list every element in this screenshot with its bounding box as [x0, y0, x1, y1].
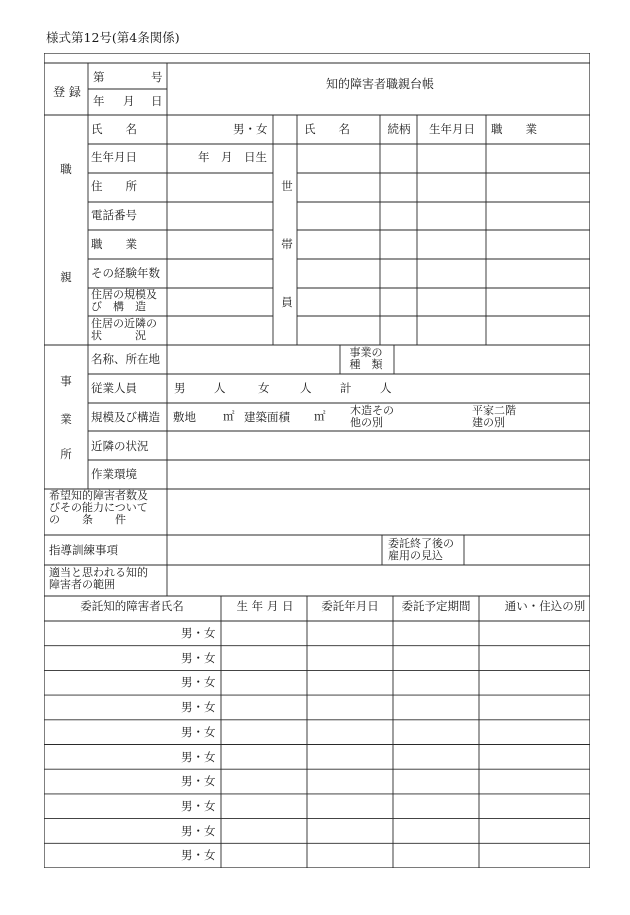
staff-female-label: 女	[258, 381, 270, 395]
gou-label: 号	[151, 70, 163, 84]
site-unit: ㎡	[223, 409, 235, 423]
dai-label: 第	[93, 70, 105, 84]
itaku-date-header: 委託年月日	[321, 599, 379, 613]
itaku-name-header: 委託知的障害者氏名	[80, 599, 184, 613]
jigyo-neighborhood-label: 近隣の状況	[91, 439, 149, 453]
wooden-label: 木造その 他の別	[350, 404, 394, 429]
after-employment-label: 委託終了後の 雇用の見込	[388, 537, 454, 562]
jigyo-environment-label: 作業環境	[91, 467, 137, 481]
shokuoya-label-1: 職	[60, 162, 72, 176]
setai-relation-header: 続柄	[387, 122, 411, 136]
staff-male-label: 男	[174, 381, 186, 395]
oya-experience-label: その経験年数	[91, 266, 160, 280]
tekitou-label: 適当と思われる知的 障害者の範囲	[49, 566, 148, 591]
building-area-label: 建築面積	[244, 410, 290, 424]
itaku-row-gender: 男・女	[181, 675, 216, 690]
nen-label: 年	[93, 94, 105, 108]
itaku-commute-header: 通い・住込の別	[504, 599, 586, 613]
setai-birth-header: 生年月日	[429, 122, 475, 136]
oya-birth-label: 生年月日	[91, 150, 137, 164]
oya-house-label: 住居の規模及 び 構 造	[91, 288, 157, 313]
itaku-row-gender: 男・女	[181, 848, 216, 863]
form-grid-lines	[44, 53, 590, 868]
itaku-period-header: 委託予定期間	[401, 599, 471, 613]
itaku-row-gender: 男・女	[181, 749, 216, 764]
staff-male-unit: 人	[214, 381, 226, 395]
setai-label-1: 世	[281, 179, 293, 193]
shokuoya-label-2: 親	[60, 270, 72, 284]
itaku-row-gender: 男・女	[181, 798, 216, 813]
jigyosho-label-2: 業	[60, 412, 72, 426]
staff-total-label: 計	[340, 381, 352, 395]
itaku-row-gender: 男・女	[181, 823, 216, 838]
tsuki-label: 月	[123, 94, 135, 108]
setai-name-header: 氏 名	[304, 122, 350, 136]
itaku-row-gender: 男・女	[181, 650, 216, 665]
jigyo-scale-label: 規模及び構造	[91, 410, 160, 424]
jigyosho-label-1: 事	[60, 374, 72, 388]
staff-total-unit: 人	[380, 381, 392, 395]
site-label: 敷地	[173, 410, 196, 424]
oya-address-label: 住 所	[91, 179, 137, 193]
jigyosho-label-3: 所	[60, 447, 72, 461]
floors-label: 平家二階 建の別	[472, 404, 516, 429]
oya-neighbor-label: 住居の近隣の 状 況	[91, 317, 157, 342]
itaku-row-gender: 男・女	[181, 626, 216, 640]
setai-job-header: 職 業	[491, 122, 537, 136]
setai-label-2: 帯	[281, 237, 293, 251]
hi-label: 日	[151, 94, 163, 108]
kibou-label: 希望知的障害者数及 びその能力について の 条 件	[49, 489, 148, 526]
jigyo-name-label: 名称、所在地	[91, 352, 160, 366]
register-form	[44, 53, 590, 868]
oya-job-label: 職 業	[91, 237, 137, 251]
form-title: 様式第12号(第4条関係)	[46, 30, 180, 45]
touroku-label: 登 録	[53, 85, 81, 99]
oya-phone-label: 電話番号	[91, 208, 137, 222]
itaku-birth-header: 生 年 月 日	[236, 599, 294, 613]
oya-gender: 男・女	[233, 122, 268, 136]
oya-name-label: 氏 名	[91, 122, 137, 136]
jigyo-staff-label: 従業人員	[91, 381, 137, 395]
itaku-row-gender: 男・女	[181, 774, 216, 789]
staff-female-unit: 人	[300, 381, 312, 395]
shidou-label: 指導訓練事項	[49, 543, 118, 557]
document-title: 知的障害者職親台帳	[325, 77, 435, 91]
setai-label-3: 員	[281, 295, 293, 309]
oya-birth-value: 年 月 日生	[198, 150, 267, 164]
itaku-row-gender: 男・女	[181, 700, 216, 715]
building-area-unit: ㎡	[314, 409, 326, 423]
itaku-row-gender: 男・女	[181, 724, 216, 739]
jigyo-kind-label: 事業の 種 類	[349, 346, 383, 371]
